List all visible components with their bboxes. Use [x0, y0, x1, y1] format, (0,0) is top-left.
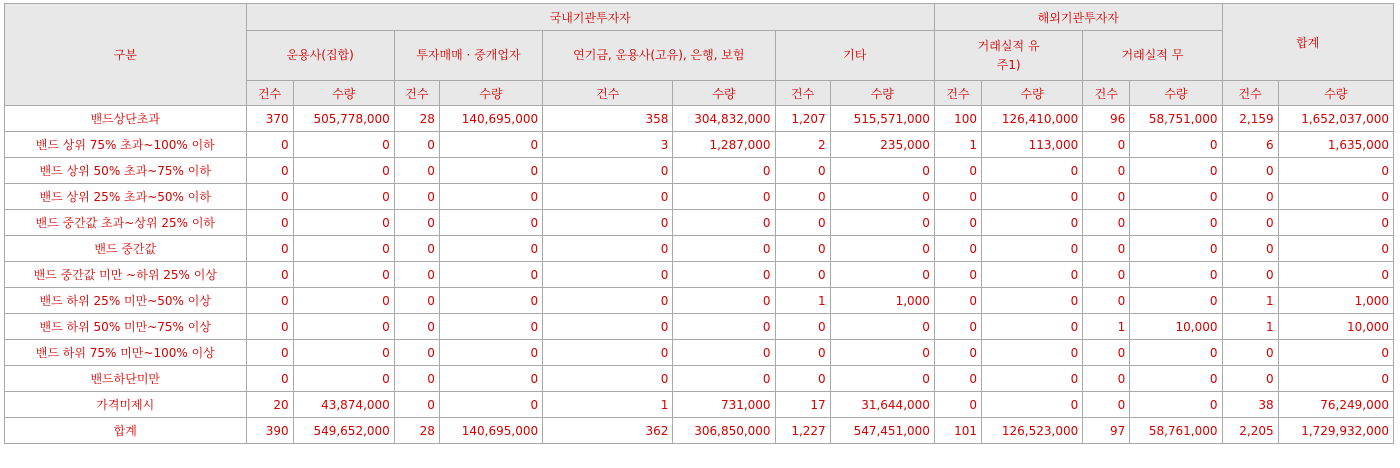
cell-qty: 1,635,000: [1278, 132, 1393, 158]
cell-qty: 126,410,000: [982, 106, 1083, 132]
header-record-no: 거래실적 무: [1083, 31, 1222, 81]
header-count: 건수: [394, 81, 439, 106]
cell-count: 0: [775, 158, 830, 184]
cell-count: 0: [1222, 158, 1278, 184]
table-row: [5, 314, 1394, 340]
row-label: 밴드상단초과: [5, 106, 247, 132]
cell-qty: 0: [982, 288, 1083, 314]
cell-qty: 0: [439, 262, 542, 288]
cell-qty: 0: [673, 262, 775, 288]
cell-count: 3: [543, 132, 673, 158]
cell-count: 1: [1222, 314, 1278, 340]
cell-count: 0: [775, 184, 830, 210]
cell-count: 0: [394, 262, 439, 288]
cell-qty: 0: [673, 210, 775, 236]
cell-qty: 0: [673, 158, 775, 184]
row-label: 합계: [5, 418, 247, 444]
cell-count: 96: [1083, 106, 1130, 132]
cell-qty: 0: [1278, 340, 1393, 366]
cell-count: 0: [1083, 236, 1130, 262]
header-domestic: 국내기관투자자: [246, 4, 934, 31]
cell-count: 17: [775, 392, 830, 418]
cell-qty: 0: [830, 184, 934, 210]
cell-qty: 0: [673, 366, 775, 392]
table-body: [5, 106, 1394, 444]
cell-count: 362: [543, 418, 673, 444]
header-qty: 수량: [439, 81, 542, 106]
cell-count: 0: [1083, 340, 1130, 366]
cell-qty: 0: [293, 158, 394, 184]
cell-qty: 0: [439, 132, 542, 158]
cell-count: 1: [934, 132, 981, 158]
cell-count: 0: [934, 314, 981, 340]
cell-count: 0: [775, 366, 830, 392]
cell-count: 0: [1083, 392, 1130, 418]
cell-count: 1: [775, 288, 830, 314]
cell-qty: 0: [439, 210, 542, 236]
cell-count: 0: [934, 184, 981, 210]
header-record-yes: 거래실적 유 주1): [934, 31, 1082, 81]
cell-qty: 0: [1130, 236, 1222, 262]
cell-count: 0: [394, 210, 439, 236]
cell-qty: 0: [673, 340, 775, 366]
cell-count: 0: [394, 132, 439, 158]
cell-qty: 0: [830, 236, 934, 262]
cell-count: 0: [394, 236, 439, 262]
cell-count: 0: [543, 262, 673, 288]
cell-count: 0: [394, 314, 439, 340]
cell-qty: 505,778,000: [293, 106, 394, 132]
header-count: 건수: [1083, 81, 1130, 106]
cell-count: 1: [543, 392, 673, 418]
cell-count: 0: [1083, 210, 1130, 236]
cell-count: 0: [775, 314, 830, 340]
table-row: [5, 158, 1394, 184]
cell-qty: 0: [673, 314, 775, 340]
table-row: [5, 418, 1394, 444]
cell-qty: 126,523,000: [982, 418, 1083, 444]
cell-qty: 731,000: [673, 392, 775, 418]
cell-qty: 0: [1130, 158, 1222, 184]
cell-count: 6: [1222, 132, 1278, 158]
cell-count: 0: [543, 236, 673, 262]
cell-count: 2,205: [1222, 418, 1278, 444]
header-count: 건수: [543, 81, 673, 106]
cell-qty: 547,451,000: [830, 418, 934, 444]
cell-qty: 304,832,000: [673, 106, 775, 132]
header-category: 구분: [5, 4, 247, 106]
cell-qty: 140,695,000: [439, 106, 542, 132]
cell-count: 0: [775, 262, 830, 288]
cell-count: 0: [543, 314, 673, 340]
header-qty: 수량: [293, 81, 394, 106]
row-label: 밴드 상위 50% 초과~75% 이하: [5, 158, 247, 184]
cell-count: 0: [394, 288, 439, 314]
cell-count: 0: [543, 366, 673, 392]
cell-count: 0: [934, 210, 981, 236]
cell-qty: 1,287,000: [673, 132, 775, 158]
row-label: 밴드 상위 75% 초과~100% 이하: [5, 132, 247, 158]
cell-qty: 0: [439, 288, 542, 314]
row-label: 가격미제시: [5, 392, 247, 418]
cell-count: 0: [1222, 210, 1278, 236]
cell-count: 1: [1222, 288, 1278, 314]
cell-qty: 0: [1130, 392, 1222, 418]
cell-qty: 0: [982, 314, 1083, 340]
cell-count: 0: [1222, 262, 1278, 288]
cell-qty: 0: [293, 184, 394, 210]
cell-count: 0: [934, 288, 981, 314]
cell-qty: 0: [1278, 184, 1393, 210]
cell-count: 28: [394, 418, 439, 444]
cell-qty: 0: [830, 314, 934, 340]
header-total: 합계: [1222, 4, 1393, 81]
cell-qty: 10,000: [1130, 314, 1222, 340]
row-label: 밴드 중간값 미만 ~하위 25% 이상: [5, 262, 247, 288]
header-qty: 수량: [982, 81, 1083, 106]
cell-count: 0: [543, 184, 673, 210]
cell-qty: 0: [673, 236, 775, 262]
header-count: 건수: [246, 81, 293, 106]
row-label: 밴드 상위 25% 초과~50% 이하: [5, 184, 247, 210]
cell-qty: 0: [830, 210, 934, 236]
row-label: 밴드 하위 25% 미만~50% 이상: [5, 288, 247, 314]
header-qty: 수량: [673, 81, 775, 106]
cell-count: 0: [246, 184, 293, 210]
cell-qty: 0: [830, 158, 934, 184]
cell-qty: 0: [830, 366, 934, 392]
row-label: 밴드 하위 75% 미만~100% 이상: [5, 340, 247, 366]
header-qty: 수량: [1130, 81, 1222, 106]
cell-count: 0: [1083, 158, 1130, 184]
cell-count: 1: [1083, 314, 1130, 340]
cell-count: 28: [394, 106, 439, 132]
header-trading: 투자매매 · 중개업자: [394, 31, 542, 81]
row-label: 밴드 하위 50% 미만~75% 이상: [5, 314, 247, 340]
demand-forecast-table: [4, 3, 1394, 444]
cell-count: 0: [246, 288, 293, 314]
cell-count: 0: [246, 132, 293, 158]
cell-qty: 31,644,000: [830, 392, 934, 418]
cell-count: 0: [394, 184, 439, 210]
header-count: 건수: [934, 81, 981, 106]
cell-count: 0: [1222, 184, 1278, 210]
cell-qty: 0: [830, 340, 934, 366]
table-row: [5, 392, 1394, 418]
cell-qty: 0: [830, 262, 934, 288]
cell-count: 2,159: [1222, 106, 1278, 132]
header-asset-mgmt: 운용사(집합): [246, 31, 394, 81]
cell-count: 1,227: [775, 418, 830, 444]
cell-count: 0: [246, 366, 293, 392]
cell-qty: 1,729,932,000: [1278, 418, 1393, 444]
cell-count: 0: [543, 288, 673, 314]
cell-qty: 0: [293, 340, 394, 366]
cell-qty: 0: [1130, 340, 1222, 366]
cell-count: 20: [246, 392, 293, 418]
cell-count: 0: [934, 158, 981, 184]
cell-qty: 235,000: [830, 132, 934, 158]
cell-count: 0: [1083, 184, 1130, 210]
cell-qty: 1,000: [1278, 288, 1393, 314]
cell-count: 0: [1083, 288, 1130, 314]
cell-count: 0: [934, 366, 981, 392]
cell-count: 0: [543, 340, 673, 366]
cell-qty: 0: [439, 340, 542, 366]
cell-count: 0: [1222, 236, 1278, 262]
cell-count: 0: [246, 314, 293, 340]
cell-qty: 0: [293, 262, 394, 288]
table-row: [5, 288, 1394, 314]
cell-count: 358: [543, 106, 673, 132]
cell-count: 0: [1083, 262, 1130, 288]
cell-qty: 0: [439, 184, 542, 210]
table-row: [5, 340, 1394, 366]
cell-count: 0: [934, 236, 981, 262]
header-qty: 수량: [830, 81, 934, 106]
table-row: [5, 106, 1394, 132]
cell-qty: 76,249,000: [1278, 392, 1393, 418]
cell-qty: 0: [1278, 158, 1393, 184]
cell-count: 0: [394, 392, 439, 418]
cell-qty: 0: [293, 132, 394, 158]
header-qty: 수량: [1278, 81, 1393, 106]
cell-qty: 0: [1130, 184, 1222, 210]
cell-qty: 306,850,000: [673, 418, 775, 444]
row-label: 밴드 중간값 초과~상위 25% 이하: [5, 210, 247, 236]
cell-qty: 0: [439, 392, 542, 418]
cell-count: 0: [543, 210, 673, 236]
row-label: 밴드 중간값: [5, 236, 247, 262]
cell-count: 0: [934, 392, 981, 418]
cell-count: 101: [934, 418, 981, 444]
cell-qty: 140,695,000: [439, 418, 542, 444]
cell-qty: 0: [1278, 210, 1393, 236]
cell-qty: 113,000: [982, 132, 1083, 158]
table-row: [5, 210, 1394, 236]
header-count: 건수: [1222, 81, 1278, 106]
cell-qty: 0: [439, 158, 542, 184]
cell-qty: 1,652,037,000: [1278, 106, 1393, 132]
table-row: [5, 262, 1394, 288]
cell-qty: 0: [982, 340, 1083, 366]
cell-qty: 0: [439, 366, 542, 392]
cell-qty: 0: [1130, 210, 1222, 236]
cell-qty: 0: [982, 210, 1083, 236]
cell-count: 0: [394, 340, 439, 366]
cell-qty: 0: [982, 158, 1083, 184]
cell-qty: 0: [982, 236, 1083, 262]
header-pension: 연기금, 운용사(고유), 은행, 보험: [543, 31, 775, 81]
cell-qty: 0: [293, 210, 394, 236]
cell-count: 0: [775, 210, 830, 236]
cell-count: 100: [934, 106, 981, 132]
cell-qty: 0: [293, 366, 394, 392]
header-other: 기타: [775, 31, 934, 81]
cell-qty: 1,000: [830, 288, 934, 314]
cell-qty: 0: [1130, 288, 1222, 314]
cell-count: 0: [775, 340, 830, 366]
table-row: [5, 236, 1394, 262]
cell-qty: 0: [982, 366, 1083, 392]
cell-count: 0: [246, 262, 293, 288]
cell-qty: 0: [982, 184, 1083, 210]
cell-count: 0: [246, 158, 293, 184]
table-row: [5, 366, 1394, 392]
cell-count: 0: [246, 210, 293, 236]
cell-qty: 0: [1278, 262, 1393, 288]
cell-count: 2: [775, 132, 830, 158]
cell-qty: 0: [1278, 366, 1393, 392]
cell-count: 0: [1222, 340, 1278, 366]
cell-qty: 0: [293, 314, 394, 340]
cell-qty: 515,571,000: [830, 106, 934, 132]
cell-count: 390: [246, 418, 293, 444]
cell-qty: 0: [1130, 132, 1222, 158]
cell-count: 0: [1222, 366, 1278, 392]
cell-count: 0: [394, 158, 439, 184]
cell-count: 0: [1083, 366, 1130, 392]
header-foreign: 해외기관투자자: [934, 4, 1222, 31]
table-row: [5, 184, 1394, 210]
cell-qty: 58,761,000: [1130, 418, 1222, 444]
cell-qty: 0: [439, 314, 542, 340]
cell-count: 38: [1222, 392, 1278, 418]
cell-qty: 549,652,000: [293, 418, 394, 444]
cell-qty: 0: [673, 184, 775, 210]
cell-qty: 0: [982, 392, 1083, 418]
cell-count: 97: [1083, 418, 1130, 444]
cell-qty: 58,751,000: [1130, 106, 1222, 132]
row-label: 밴드하단미만: [5, 366, 247, 392]
table-header: [5, 4, 1394, 106]
table-row: [5, 132, 1394, 158]
cell-count: 0: [246, 236, 293, 262]
cell-count: 370: [246, 106, 293, 132]
header-count: 건수: [775, 81, 830, 106]
cell-qty: 43,874,000: [293, 392, 394, 418]
cell-count: 0: [543, 158, 673, 184]
cell-qty: 0: [982, 262, 1083, 288]
cell-qty: 0: [673, 288, 775, 314]
cell-qty: 0: [1278, 236, 1393, 262]
cell-qty: 0: [293, 288, 394, 314]
cell-qty: 0: [1130, 262, 1222, 288]
cell-qty: 0: [439, 236, 542, 262]
cell-qty: 0: [293, 236, 394, 262]
cell-count: 0: [246, 340, 293, 366]
cell-count: 1,207: [775, 106, 830, 132]
cell-count: 0: [934, 340, 981, 366]
cell-count: 0: [1083, 132, 1130, 158]
cell-count: 0: [775, 236, 830, 262]
cell-qty: 0: [1130, 366, 1222, 392]
cell-count: 0: [934, 262, 981, 288]
cell-count: 0: [394, 366, 439, 392]
cell-qty: 10,000: [1278, 314, 1393, 340]
